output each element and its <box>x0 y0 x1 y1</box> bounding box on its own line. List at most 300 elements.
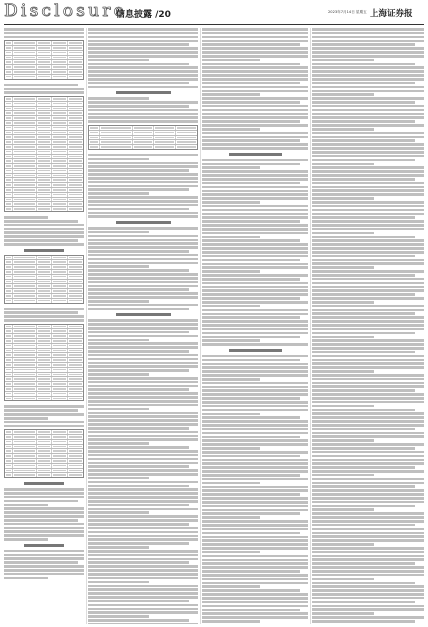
text-line <box>202 251 308 254</box>
cell-text <box>53 276 66 278</box>
cell-text <box>14 199 34 201</box>
cell-text <box>53 42 66 44</box>
text-line <box>202 36 308 39</box>
text-line <box>312 416 424 419</box>
cell-text <box>14 441 34 443</box>
cell-text <box>38 369 51 371</box>
table-cell <box>52 464 68 468</box>
table-cell <box>13 339 36 343</box>
cell-text <box>14 103 34 105</box>
table-cell <box>13 145 36 149</box>
text-line <box>312 362 424 365</box>
table-cell <box>52 140 68 144</box>
table-cell <box>52 435 68 439</box>
table-cell <box>68 382 83 386</box>
text-line <box>88 82 189 85</box>
cell-text <box>101 146 130 148</box>
cell-text <box>155 132 174 134</box>
table-cell <box>37 344 53 348</box>
text-line <box>202 178 308 181</box>
table-cell <box>52 207 68 211</box>
cell-text <box>6 354 11 356</box>
table-cell <box>52 430 68 434</box>
cell-text <box>38 350 51 352</box>
text-line <box>202 439 308 442</box>
table-cell <box>5 60 13 64</box>
table-cell <box>13 382 36 386</box>
cell-text <box>38 364 51 366</box>
table-cell <box>154 140 176 144</box>
table-cell <box>13 435 36 439</box>
cell-text <box>69 285 82 287</box>
cell-text <box>69 441 82 443</box>
text-line <box>312 47 424 50</box>
table-cell <box>13 150 36 154</box>
table-cell <box>52 440 68 444</box>
table-cell <box>52 387 68 391</box>
table-cell <box>5 349 13 353</box>
table-cell <box>13 289 36 293</box>
text-line <box>312 382 424 385</box>
text-line <box>312 297 424 300</box>
text-line <box>88 442 149 445</box>
cell-text <box>6 335 11 337</box>
cell-text <box>14 369 34 371</box>
text-line <box>202 582 308 585</box>
table-cell <box>13 344 36 348</box>
table-cell <box>13 207 36 211</box>
text-line <box>4 235 84 238</box>
table-cell <box>37 299 53 303</box>
text-line <box>88 154 198 157</box>
table-cell <box>68 65 83 69</box>
table-cell <box>37 275 53 279</box>
table-cell <box>13 183 36 187</box>
text-line <box>202 466 308 469</box>
table-cell <box>68 159 83 163</box>
cell-text <box>14 165 34 167</box>
table-cell <box>5 473 13 477</box>
cell-text <box>38 383 51 385</box>
text-line <box>88 235 198 238</box>
cell-text <box>14 354 34 356</box>
text-line <box>202 366 308 369</box>
text-line <box>202 209 308 212</box>
cell-text <box>6 199 11 201</box>
cell-text <box>69 42 82 44</box>
text-line <box>312 420 424 423</box>
text-line <box>312 462 424 465</box>
cell-text <box>53 369 66 371</box>
text-line <box>312 547 424 550</box>
table-cell <box>37 70 53 74</box>
text-line <box>312 578 374 581</box>
table-cell <box>37 270 53 274</box>
text-line <box>88 204 198 207</box>
text-line <box>312 286 424 289</box>
text-line <box>202 593 308 596</box>
text-line <box>312 532 424 535</box>
cell-text <box>14 300 34 302</box>
table-cell <box>68 207 83 211</box>
section-heading <box>24 249 64 252</box>
cell-text <box>69 431 82 433</box>
cell-text <box>177 137 196 139</box>
table-cell <box>52 339 68 343</box>
column-divider <box>200 28 201 624</box>
text-line <box>312 220 424 223</box>
text-line <box>202 355 308 358</box>
cell-text <box>101 127 130 129</box>
text-line <box>312 151 424 154</box>
data-table <box>4 324 84 402</box>
text-line <box>202 589 300 592</box>
table-cell <box>133 136 155 140</box>
cell-text <box>6 47 11 49</box>
cell-text <box>69 345 82 347</box>
cell-text <box>6 170 11 172</box>
table-cell <box>37 111 53 115</box>
section-heading <box>116 221 171 224</box>
table-cell <box>37 140 53 144</box>
table-cell <box>52 169 68 173</box>
text-line <box>202 363 308 366</box>
text-line <box>312 524 415 527</box>
table-cell <box>68 445 83 449</box>
table-cell <box>68 188 83 192</box>
text-line <box>88 342 198 345</box>
cell-text <box>14 326 34 328</box>
text-line <box>312 336 374 339</box>
table-cell <box>37 56 53 60</box>
table-cell <box>37 473 53 477</box>
table-cell <box>5 188 13 192</box>
cell-text <box>6 300 11 302</box>
table-cell <box>13 349 36 353</box>
cell-text <box>69 295 82 297</box>
table-cell <box>68 145 83 149</box>
cell-text <box>14 398 34 400</box>
cell-text <box>69 326 82 328</box>
text-line <box>202 501 308 504</box>
table-cell <box>52 377 68 381</box>
text-line <box>202 228 308 231</box>
cell-text <box>53 52 66 54</box>
text-line <box>312 70 424 73</box>
cell-text <box>14 335 34 337</box>
text-line <box>202 74 308 77</box>
cell-text <box>6 71 11 73</box>
text-line <box>88 431 198 434</box>
cell-text <box>53 383 66 385</box>
text-line <box>88 358 198 361</box>
cell-text <box>53 364 66 366</box>
cell-text <box>53 194 66 196</box>
table-cell <box>37 116 53 120</box>
text-line <box>4 569 84 572</box>
table-cell <box>176 145 197 149</box>
text-line <box>312 620 415 623</box>
cell-text <box>69 359 82 361</box>
text-line <box>312 136 424 139</box>
text-line <box>88 423 198 426</box>
text-line <box>312 551 424 554</box>
text-line <box>88 254 198 257</box>
text-line <box>202 78 308 81</box>
cell-text <box>134 127 153 129</box>
text-line <box>88 323 198 326</box>
text-line <box>4 504 48 507</box>
text-line <box>312 574 424 577</box>
text-line <box>312 97 424 100</box>
text-line <box>88 511 149 514</box>
table-cell <box>5 454 13 458</box>
text-line <box>202 389 308 392</box>
text-line <box>202 359 300 362</box>
text-line <box>202 578 308 581</box>
cell-text <box>69 383 82 385</box>
cell-text <box>38 127 51 129</box>
text-line <box>88 458 198 461</box>
table-cell <box>52 329 68 333</box>
cell-text <box>14 431 34 433</box>
table-cell <box>13 65 36 69</box>
table-cell <box>13 459 36 463</box>
text-line <box>88 454 198 457</box>
text-line <box>202 259 300 262</box>
cell-text <box>14 388 34 390</box>
text-line <box>4 231 84 234</box>
table-cell <box>68 97 83 101</box>
text-line <box>88 496 198 499</box>
text-line <box>88 200 198 203</box>
table-cell <box>13 159 36 163</box>
text-line <box>312 163 374 166</box>
table-cell <box>100 131 132 135</box>
text-line <box>202 470 308 473</box>
cell-text <box>69 354 82 356</box>
table-cell <box>5 135 13 139</box>
text-line <box>88 51 198 54</box>
text-line <box>202 620 260 623</box>
cell-text <box>14 271 34 273</box>
cell-text <box>53 57 66 59</box>
text-line <box>202 132 308 135</box>
text-line <box>312 447 415 450</box>
text-line <box>88 109 198 112</box>
text-line <box>312 439 374 442</box>
cell-text <box>69 330 82 332</box>
table-cell <box>37 159 53 163</box>
cell-text <box>53 146 66 148</box>
text-line <box>88 542 189 545</box>
cell-text <box>53 179 66 181</box>
text-line <box>312 78 424 81</box>
text-line <box>312 316 424 319</box>
text-line <box>202 286 308 289</box>
text-line <box>202 270 260 273</box>
cell-text <box>38 194 51 196</box>
text-line <box>4 413 84 416</box>
text-line <box>202 28 308 31</box>
text-line <box>88 450 198 453</box>
text-line <box>202 497 308 500</box>
text-line <box>202 382 308 385</box>
table-cell <box>52 56 68 60</box>
cell-text <box>6 441 11 443</box>
table-cell <box>52 344 68 348</box>
text-line <box>88 596 198 599</box>
text-line <box>202 597 308 600</box>
table-cell <box>5 97 13 101</box>
cell-text <box>53 295 66 297</box>
cell-text <box>14 108 34 110</box>
table-cell <box>52 188 68 192</box>
table-cell <box>68 164 83 168</box>
table-cell <box>37 60 53 64</box>
table-cell <box>13 75 36 79</box>
cell-text <box>38 474 51 476</box>
table-cell <box>37 75 53 79</box>
table-cell <box>13 473 36 477</box>
text-line <box>88 527 198 530</box>
column-divider <box>86 28 87 624</box>
cell-text <box>6 52 11 54</box>
table-cell <box>176 131 197 135</box>
text-line <box>312 139 415 142</box>
text-line <box>202 528 308 531</box>
table-cell <box>5 126 13 130</box>
cell-text <box>38 141 51 143</box>
table-cell <box>37 198 53 202</box>
table-cell <box>37 126 53 130</box>
table-cell <box>13 454 36 458</box>
text-line <box>202 82 300 85</box>
text-line <box>88 36 198 39</box>
table-cell <box>5 131 13 135</box>
text-line <box>202 309 308 312</box>
table-cell <box>52 70 68 74</box>
text-line <box>4 530 84 533</box>
cell-text <box>69 199 82 201</box>
text-line <box>312 55 424 58</box>
table-cell <box>68 397 83 401</box>
table-cell <box>13 275 36 279</box>
cell-text <box>53 393 66 395</box>
text-line <box>4 228 84 231</box>
text-line <box>88 339 149 342</box>
cell-text <box>6 350 11 352</box>
table-cell <box>37 454 53 458</box>
table-cell <box>13 169 36 173</box>
cell-text <box>6 436 11 438</box>
cell-text <box>14 350 34 352</box>
text-line <box>88 488 198 491</box>
text-line <box>312 305 424 308</box>
text-line <box>88 535 198 538</box>
table-cell <box>68 440 83 444</box>
table-cell <box>52 193 68 197</box>
text-line <box>4 243 84 246</box>
cell-text <box>14 446 34 448</box>
text-line <box>312 239 424 242</box>
cell-text <box>14 184 34 186</box>
table-cell <box>52 198 68 202</box>
cell-text <box>6 184 11 186</box>
table-cell <box>5 169 13 173</box>
table-cell <box>37 131 53 135</box>
cell-text <box>6 117 11 119</box>
text-line <box>88 558 198 561</box>
cell-text <box>6 261 11 263</box>
table-row <box>5 207 83 211</box>
table-cell <box>5 387 13 391</box>
cell-text <box>14 136 34 138</box>
text-line <box>312 589 424 592</box>
cell-text <box>53 156 66 158</box>
table-cell <box>5 377 13 381</box>
cell-text <box>38 300 51 302</box>
text-line <box>202 278 300 281</box>
table-cell <box>68 280 83 284</box>
text-line <box>88 273 198 276</box>
text-line <box>312 409 415 412</box>
table-cell <box>89 145 100 149</box>
text-line <box>88 565 198 568</box>
cell-text <box>90 137 98 139</box>
cell-text <box>6 108 11 110</box>
cell-text <box>14 460 34 462</box>
table-cell <box>13 188 36 192</box>
text-line <box>4 319 84 322</box>
text-line <box>88 388 189 391</box>
cell-text <box>53 359 66 361</box>
cell-text <box>14 374 34 376</box>
cell-text <box>38 179 51 181</box>
text-line <box>312 278 424 281</box>
text-line <box>312 259 424 262</box>
table-cell <box>37 373 53 377</box>
cell-text <box>38 175 51 177</box>
cell-text <box>53 345 66 347</box>
table-cell <box>13 107 36 111</box>
text-line <box>312 159 415 162</box>
table-cell <box>68 183 83 187</box>
cell-text <box>38 281 51 283</box>
cell-text <box>14 378 34 380</box>
text-line <box>312 251 424 254</box>
text-line <box>312 209 424 212</box>
table-cell <box>13 121 36 125</box>
text-line <box>312 147 424 150</box>
text-line <box>88 212 198 215</box>
cell-text <box>6 122 11 124</box>
text-line <box>312 86 424 89</box>
table-cell <box>5 270 13 274</box>
text-line <box>312 224 424 227</box>
text-line <box>202 293 308 296</box>
text-line <box>88 97 149 100</box>
cell-text <box>38 340 51 342</box>
table-cell <box>37 339 53 343</box>
table-cell <box>5 299 13 303</box>
table-cell <box>68 344 83 348</box>
table-cell <box>52 97 68 101</box>
cell-text <box>38 470 51 472</box>
text-line <box>88 462 198 465</box>
text-line <box>312 359 424 362</box>
text-line <box>4 577 48 580</box>
